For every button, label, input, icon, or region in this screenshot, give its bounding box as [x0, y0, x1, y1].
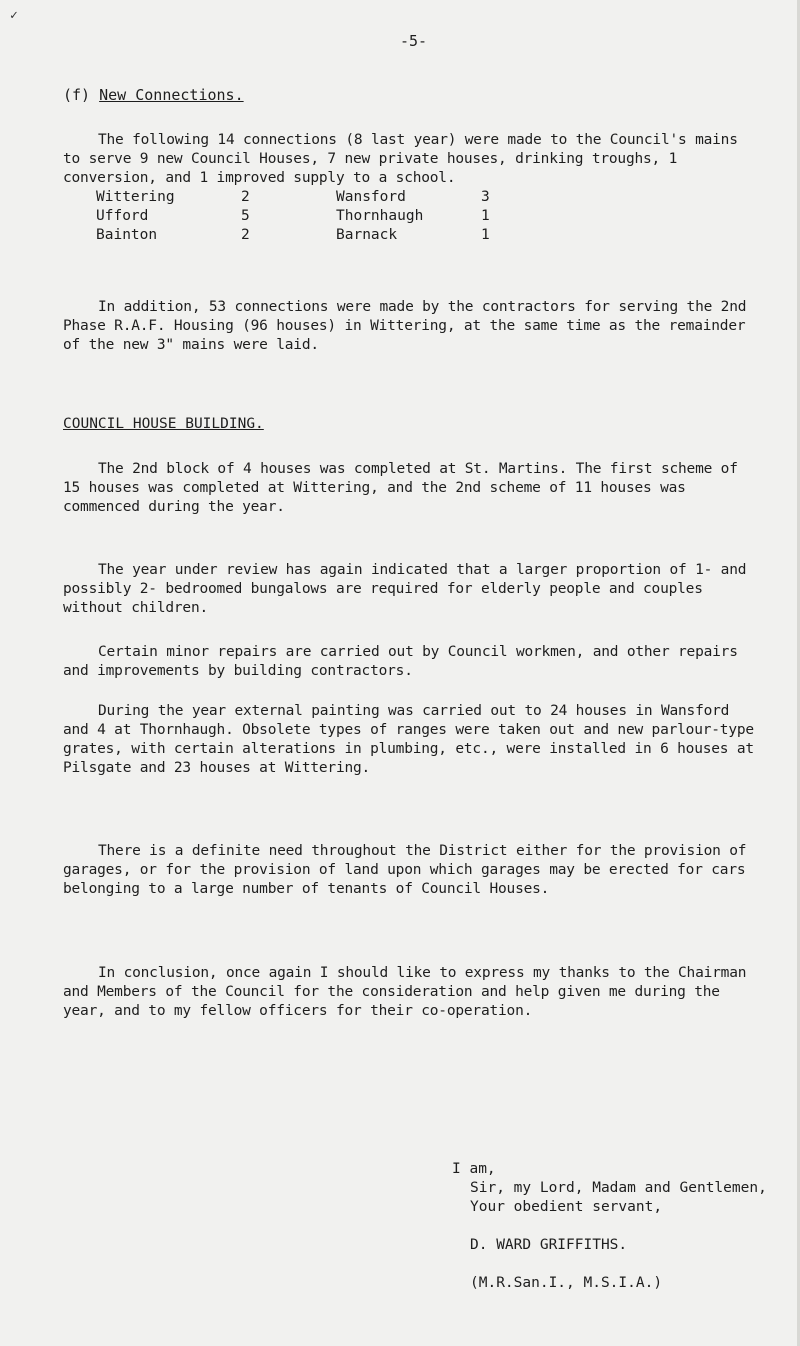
table-row [96, 226, 556, 245]
paragraph-text: During the year external painting was carried out to 24 houses in Wansford and 4 at Thornhaugh. Obsolete types of ranges were taken out and new parlour-type grates, with certain alterations in plumbing, etc., were installed in 6 houses at Pilsgate and 23 houses at Wittering. [63, 703, 763, 776]
location-count: 2 [241, 189, 250, 205]
signoff-line: Sir, my Lord, Madam and Gentlemen, [470, 1180, 767, 1196]
connections-table [96, 188, 556, 245]
signoff-block [452, 1160, 792, 1293]
paragraph-repairs [63, 643, 763, 681]
paragraph-garages [63, 842, 763, 899]
page-number: -5- [400, 32, 428, 50]
location-count: 2 [241, 227, 250, 243]
tick-mark: ✓ [10, 8, 18, 23]
council-house-heading: COUNCIL HOUSE BUILDING. [63, 416, 264, 432]
section-label: (f) [63, 86, 91, 104]
signatory-name: D. WARD GRIFFITHS. [470, 1237, 628, 1253]
location-count: 3 [481, 189, 490, 205]
location-count: 5 [241, 208, 250, 224]
signoff-line: Your obedient servant, [470, 1199, 663, 1215]
intro-paragraph [63, 131, 763, 188]
location-name: Barnack [336, 227, 398, 243]
paragraph-bungalows [63, 561, 763, 618]
intro-text: The following 14 connections (8 last year) were made to the Council's mains to serve 9 new Council Houses, 7 new private houses, drinking troughs, 1 conversion, and 1 improved supply to a school. [63, 132, 747, 186]
paragraph-text: The year under review has again indicated that a larger proportion of 1- and possibly 2- bedroomed bungalows are required for elderly people and couples without children. [63, 562, 755, 616]
location-count: 1 [481, 227, 490, 243]
addition-paragraph [63, 298, 763, 355]
signatory-qualifications: (M.R.San.I., M.S.I.A.) [470, 1275, 663, 1291]
paragraph-text: Certain minor repairs are carried out by Council workmen, and other repairs and improvements by building contractors. [63, 644, 747, 679]
paragraph-text: There is a definite need throughout the District either for the provision of garages, or for the provision of land upon which garages may be erected for cars belonging to a large number of tenants of Council Houses. [63, 843, 755, 897]
section-heading [63, 86, 244, 105]
paragraph-text: In conclusion, once again I should like to express my thanks to the Chairman and Members of the Council for the consideration and help given me during the year, and to my fellow officers for their co-operation. [63, 965, 755, 1019]
table-row [96, 207, 556, 226]
paragraph-text: The 2nd block of 4 houses was completed at St. Martins. The first scheme of 15 houses was completed at Wittering, and the 2nd scheme of 11 houses was commenced during the year. [63, 461, 747, 515]
location-name: Wittering [96, 189, 175, 205]
location-name: Bainton [96, 227, 158, 243]
signoff-line: I am, [452, 1161, 496, 1177]
location-count: 1 [481, 208, 490, 224]
location-name: Wansford [336, 189, 406, 205]
location-name: Ufford [96, 208, 149, 224]
table-row [96, 188, 556, 207]
paragraph-conclusion [63, 964, 763, 1021]
addition-text: In addition, 53 connections were made by the contractors for serving the 2nd Phase R.A.F. Housing (96 houses) in Wittering, at the same time as the remainder of the new 3" mains were laid. [63, 299, 755, 353]
paragraph-painting [63, 702, 763, 778]
section-title: New Connections. [99, 86, 244, 104]
paragraph-completion [63, 460, 763, 517]
location-name: Thornhaugh [336, 208, 424, 224]
